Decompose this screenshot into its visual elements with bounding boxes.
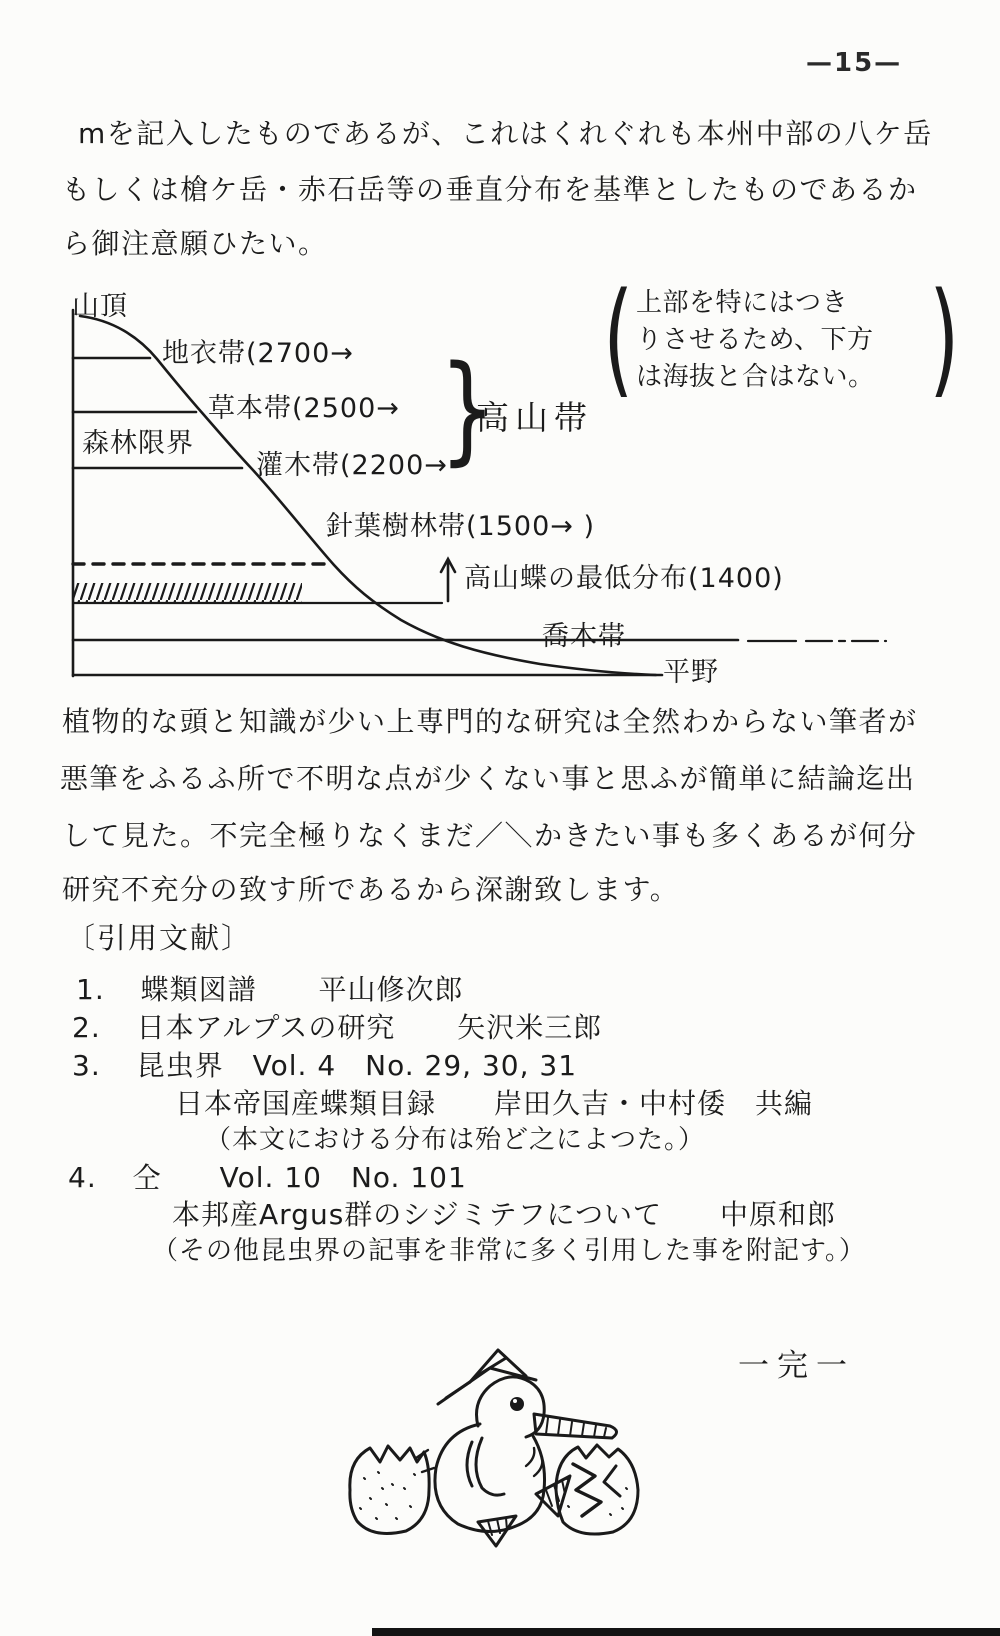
tree-zone-label: 喬木帯 — [542, 621, 626, 652]
plain-label: 平野 — [663, 657, 719, 688]
lichen-zone-label: 地衣帯(2700→ — [162, 338, 354, 369]
reference-item-4-sub: 本邦産Argus群のシジミテフについて 中原和郎 — [172, 1198, 837, 1231]
scan-edge-artifact — [372, 1628, 1000, 1636]
reference-item-1 — [76, 968, 464, 1008]
ref3-title: 昆虫界 Vol. 4 No. 29, 30, 31 — [136, 1049, 578, 1082]
ref1-number: 1. — [76, 973, 105, 1006]
summit-label: 山頂 — [72, 291, 128, 322]
intro-line-2: もしくは槍ケ岳・赤石岳等の垂直分布を基準としたものであるか — [62, 173, 918, 206]
reference-item-3-sub: 日本帝国産蝶類目録 岸田久吉・中村倭 共編 — [175, 1087, 814, 1120]
ref2-author: 矢沢米三郎 — [457, 1011, 603, 1044]
alpine-zone-label: 高山帯 — [476, 398, 593, 437]
page-number: —15— — [806, 48, 903, 78]
up-arrow-icon — [441, 559, 455, 601]
eggshell-left-speckles — [360, 1472, 415, 1519]
conifer-zone-label: 針葉樹林帯(1500→ ) — [326, 511, 595, 542]
note-close-paren: ) — [928, 267, 959, 411]
note-open-paren: ( — [603, 267, 634, 411]
diagram-note — [603, 267, 962, 411]
reference-item-4 — [68, 1156, 467, 1196]
duckling-hat — [438, 1350, 536, 1404]
eggshell-left — [350, 1446, 434, 1533]
alpine-zone-brace: } — [439, 339, 496, 477]
closing-line-4: 研究不充分の致す所であるから深謝致します。 — [62, 873, 680, 906]
shrub-zone-label: 灌木帯(2200→ — [256, 450, 448, 481]
closing-line-1: 植物的な頭と知識が少い上専門的な研究は全然わからない筆者が — [62, 705, 918, 738]
ref2-number: 2. — [72, 1011, 101, 1044]
reference-item-3-note: （本文における分布は殆ど之によつた。） — [205, 1125, 706, 1155]
reference-item-3 — [72, 1044, 577, 1084]
end-mark: 一完一 — [738, 1348, 855, 1384]
reference-item-4-note: （その他昆虫界の記事を非常に多く引用した事を附記す。） — [152, 1236, 866, 1266]
ref4-title: 仝 Vol. 10 No. 101 — [132, 1161, 467, 1194]
butterfly-minimum-label: 高山蝶の最低分布(1400) — [464, 563, 784, 594]
duckling-wing — [467, 1438, 504, 1495]
forest-limit-label: 森林限界 — [82, 428, 194, 459]
ref1-title: 蝶類図譜 — [140, 973, 257, 1006]
duckling-illustration — [320, 1338, 650, 1550]
eggshell-right — [556, 1445, 638, 1534]
duckling-tail — [536, 1476, 570, 1516]
intro-line-1: mを記入したものであるが、これはくれぐれも本州中部の八ケ岳 — [78, 117, 933, 150]
duckling-beak — [534, 1414, 617, 1438]
butterfly-band-hatching — [73, 583, 302, 602]
note-line-1: 上部を特にはつき — [636, 288, 849, 318]
ref2-title: 日本アルプスの研究 — [136, 1011, 396, 1044]
intro-line-3: ら御注意願ひたい。 — [62, 227, 328, 260]
reference-item-2 — [72, 1006, 602, 1046]
closing-line-2: 悪筆をふるふ所で不明な点が少くない事と思ふが簡単に結論迄出 — [60, 762, 916, 795]
duckling-body — [435, 1424, 545, 1532]
eggshell-right-crack — [573, 1464, 601, 1516]
closing-line-3: して見た。不完全極りなくまだ／＼かきたい事も多くあるが何分 — [62, 819, 918, 852]
ref3-number: 3. — [72, 1049, 101, 1082]
herb-zone-label: 草本帯(2500→ — [208, 393, 400, 424]
note-line-3: は海抜と合はない。 — [636, 362, 875, 392]
note-line-2: りさせるため、下方 — [636, 325, 874, 355]
references-heading: 〔引用文献〕 — [66, 921, 253, 955]
duckling — [435, 1350, 617, 1546]
tree-zone-line — [73, 640, 886, 641]
duckling-eye — [510, 1397, 524, 1411]
ref4-number: 4. — [68, 1161, 97, 1194]
ref1-author: 平山修次郎 — [318, 973, 464, 1006]
